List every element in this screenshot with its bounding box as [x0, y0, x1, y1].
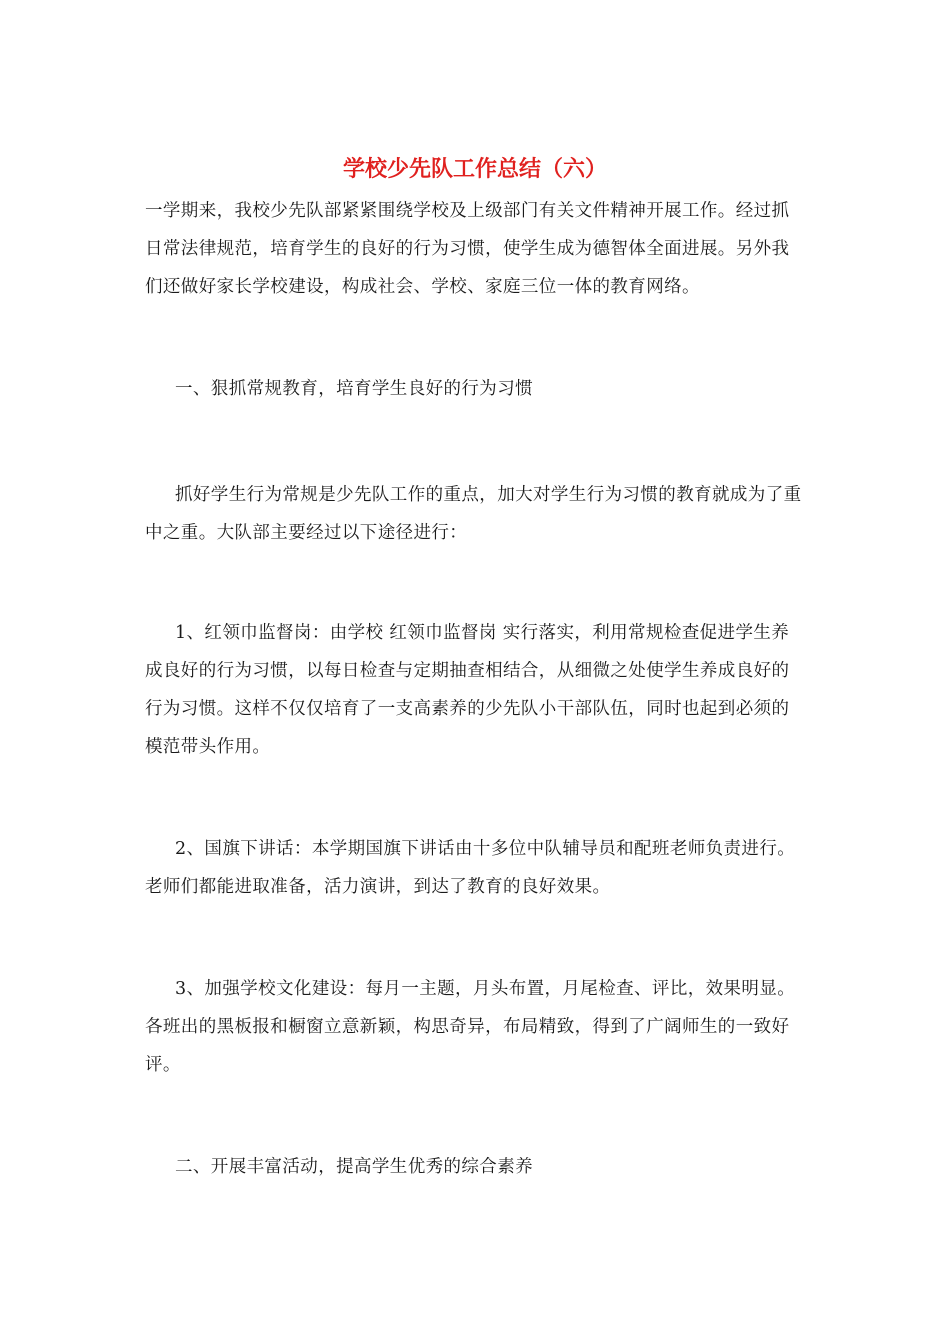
section-1-paragraph: 抓好学生行为常规是少先队工作的重点，加大对学生行为习惯的教育就成为了重中之重。大队部主要经过以下途径进行：	[145, 485, 802, 543]
item-3-paragraph: 3、加强学校文化建设：每月一主题，月头布置，月尾检查、评比，效果明显。各班出的黑板报和橱窗立意新颖，构思奇异，布局精致，得到了广阔师生的一致好评。	[145, 979, 796, 1075]
intro-paragraph: 一学期来，我校少先队部紧紧围绕学校及上级部门有关文件精神开展工作。经过抓日常法律规范，培育学生的良好的行为习惯，使学生成为德智体全面进展。另外我们还做好家长学校建设，构成社会、学校、家庭三位一体的教育网络。	[145, 201, 790, 297]
item-1-paragraph: 1、红领巾监督岗：由学校 红领巾监督岗 实行落实，利用常规检查促进学生养成良好的行为习惯，以每日检查与定期抽查相结合，从细微之处使学生养成良好的行为习惯。这样不仅仅培育了一支高素养的少先队小干部队伍，同时也起到必须的模范带头作用。	[145, 623, 790, 757]
document-title: 学校少先队工作总结（六）	[342, 157, 607, 182]
item-2-paragraph: 2、国旗下讲话：本学期国旗下讲话由十多位中队辅导员和配班老师负责进行。老师们都能进取准备，活力演讲，到达了教育的良好效果。	[145, 839, 796, 897]
section-heading-1: 一、狠抓常规教育，培育学生良好的行为习惯	[175, 379, 533, 399]
section-heading-2: 二、开展丰富活动，提高学生优秀的综合素养	[175, 1157, 533, 1177]
